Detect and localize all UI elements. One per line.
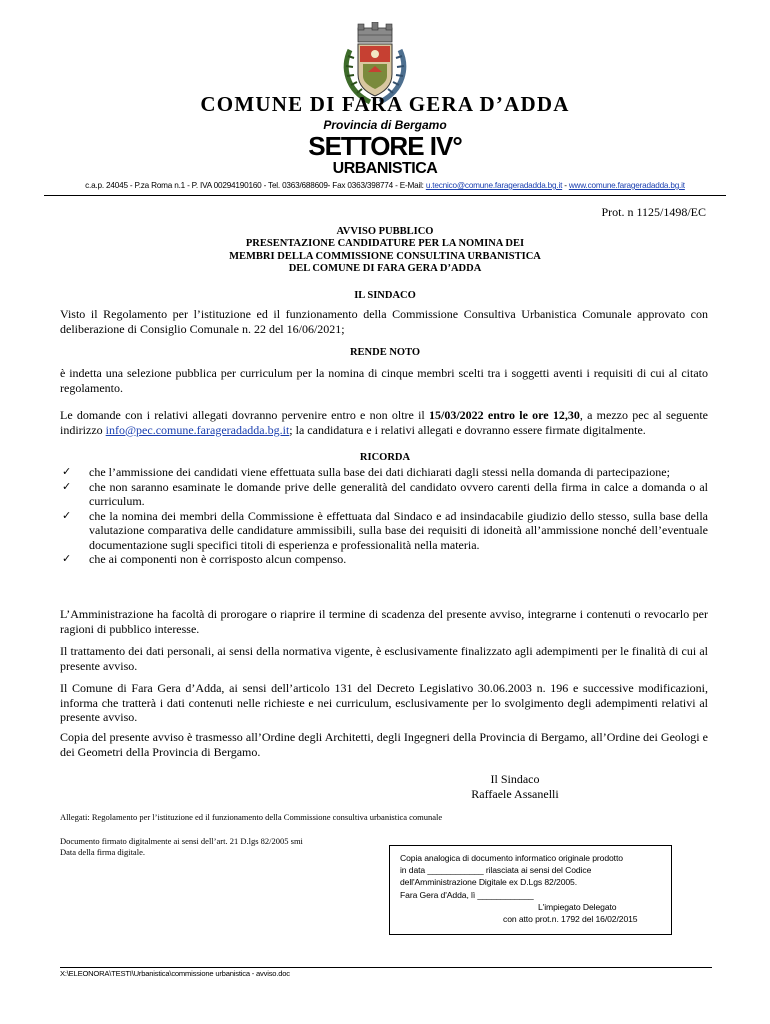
- domande-text: ; la candidatura e i relativi allegati e dovranno essere firmate digitalmente.: [289, 422, 646, 437]
- list-item: [60, 465, 708, 480]
- header-divider: [44, 195, 726, 196]
- notice-title-line: PRESENTAZIONE CANDIDATURE PER LA NOMINA DEI: [245, 238, 525, 249]
- allegati-note: Allegati: Regolamento per l’istituzione ed il funzionamento della Commissione consultiva urbanistica comunale: [60, 812, 443, 822]
- contact-website-link[interactable]: www.comune.farageradadda.bg.it: [568, 181, 685, 190]
- contact-line: [0, 181, 770, 190]
- rende-noto-heading: RENDE NOTO: [349, 347, 421, 358]
- digital-signature-note: Data della firma digitale.: [60, 847, 145, 857]
- copybox-line: Fara Gera d'Adda, lì ____________: [400, 889, 534, 900]
- sector-title: SETTORE IV°: [308, 131, 462, 161]
- digital-signature-note: Documento firmato digitalmente ai sensi dell’art. 21 D.lgs 82/2005 smi: [60, 836, 303, 846]
- province-name: Provincia di Bergamo: [323, 118, 447, 132]
- deadline-text: 15/03/2022 entro le ore 12,30: [429, 408, 580, 422]
- contact-separator: -: [562, 181, 569, 190]
- copybox-line: dell'Amministrazione Digitale ex D.Lgs 82/2005.: [400, 877, 578, 888]
- list-item-text: che la nomina dei membri della Commissione è effettuata dal Sindaco e ad insindacabile giudizio dello stesso, sulla base della valutazione comparativa delle candidature ammissibili, sulla base dei requisiti di idoneità all’ammissione nonché dell’eventuale documentazione sugli specifici titoli di esperienza e professionalità nella materia.: [89, 508, 708, 552]
- list-item: [60, 509, 708, 553]
- ricorda-list: [60, 465, 708, 567]
- domande-paragraph: [60, 408, 708, 437]
- notice-title-line: MEMBRI DELLA COMMISSIONE CONSULTINA URBANISTICA: [229, 251, 541, 262]
- comune-informa-paragraph: Il Comune di Fara Gera d’Adda, ai sensi dell’articolo 131 del Decreto Legislativo 30.06.2003 n. 196 e successive modificazioni, informa che tratterà i dati contenuti nelle richieste e nei curriculum, esclusivamente per lo svolgimento degli adempimenti relativi al presente avviso.: [60, 681, 708, 725]
- sector-subtitle: URBANISTICA: [332, 160, 438, 177]
- trattamento-paragraph: Il trattamento dei dati personali, ai sensi della normativa vigente, è esclusivamente finalizzato agli adempimenti per le finalità di cui al presente avviso.: [60, 644, 708, 673]
- copybox-line: in data ____________ rilasciata ai sensi del Codice: [400, 865, 592, 876]
- analog-copy-box: [389, 845, 672, 935]
- checkmark-icon: ✓: [62, 553, 72, 565]
- signature-name: Raffaele Assanelli: [471, 787, 559, 801]
- list-item-text: che ai componenti non è corrisposto alcun compenso.: [89, 552, 347, 566]
- amministrazione-paragraph: L’Amministrazione ha facoltà di prorogare o riaprire il termine di scadenza del presente avviso, integrarne i contenuti o revocarlo per ragioni di pubblico interesse.: [60, 607, 708, 636]
- notice-title-line: DEL COMUNE DI FARA GERA D’ADDA: [288, 263, 482, 274]
- checkmark-icon: ✓: [62, 466, 72, 478]
- checkmark-icon: ✓: [62, 509, 72, 522]
- signature-role: Il Sindaco: [490, 772, 540, 786]
- contact-email-link[interactable]: u.tecnico@comune.farageradadda.bg.it: [425, 181, 563, 190]
- municipality-name: COMUNE DI FARA GERA D’ADDA: [200, 92, 570, 116]
- copybox-line: L'impiegato Delegato: [538, 901, 617, 912]
- pec-email-link[interactable]: info@pec.comune.farageradadda.bg.it: [105, 422, 290, 437]
- copia-avviso-paragraph: Copia del presente avviso è trasmesso all’Ordine degli Architetti, degli Ingegneri della Provincia di Bergamo, all’Ordine dei Geologi e dei Geometri della Provincia di Bergamo.: [60, 730, 708, 759]
- list-item: [60, 480, 708, 509]
- notice-title-line: AVVISO PUBBLICO: [336, 226, 434, 237]
- il-sindaco-heading: IL SINDACO: [354, 290, 416, 301]
- file-path-footer: X:\ELEONORA\TESTI\Urbanistica\commissione urbanistica - avviso.doc: [60, 969, 290, 978]
- protocol-number: Prot. n 1125/1498/EC: [601, 205, 706, 219]
- domande-text: , a mezzo pec al seguente indirizzo: [60, 408, 709, 437]
- list-item-text: che non saranno esaminate le domande prive delle generalità del candidato ovvero carenti della firma in calce a domanda o al curriculum.: [89, 479, 708, 508]
- domande-text: Le domande con i relativi allegati dovranno pervenire entro e non oltre il: [60, 408, 430, 422]
- copybox-line: con atto prot.n. 1792 del 16/02/2015: [503, 914, 638, 925]
- indetta-paragraph: è indetta una selezione pubblica per curriculum per la nomina di cinque membri scelti tra i soggetti aventi i requisiti di cui al citato regolamento.: [60, 366, 708, 395]
- list-item: [60, 552, 708, 567]
- list-item-text: che l’ammissione dei candidati viene effettuata sulla base dei dati dichiarati dagli stessi nella domanda di partecipazione;: [89, 465, 670, 479]
- contact-prefix: c.a.p. 24045 - P.za Roma n.1 - P. IVA 00294190160 - Tel. 0363/688609- Fax 0363/398774 - E-Mail:: [85, 181, 426, 190]
- checkmark-icon: ✓: [62, 480, 72, 493]
- footer-divider: [60, 967, 712, 968]
- visto-paragraph: Visto il Regolamento per l’istituzione ed il funzionamento della Commissione Consultiva Urbanistica Comunale approvato con deliberazione di Consiglio Comunale n. 22 del 16/06/2021;: [60, 307, 708, 336]
- copybox-line: Copia analogica di documento informatico originale prodotto: [400, 853, 623, 863]
- ricorda-heading: RICORDA: [359, 452, 411, 463]
